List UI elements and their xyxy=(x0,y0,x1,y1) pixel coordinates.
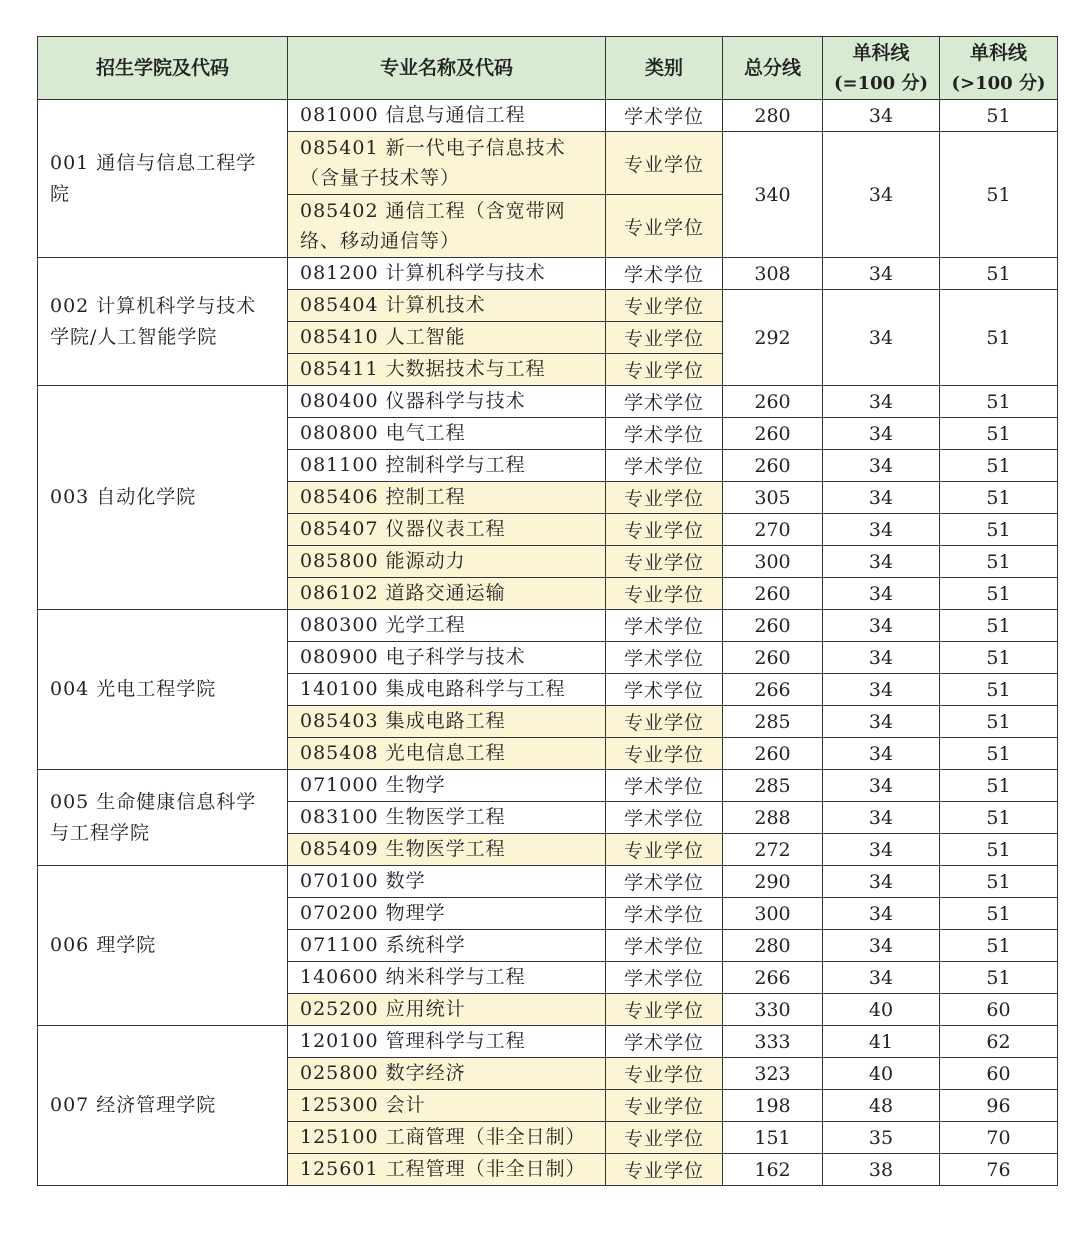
single-eq-cell: 34 xyxy=(823,546,940,578)
total-score-cell: 270 xyxy=(723,514,823,546)
single-gt-cell: 51 xyxy=(940,610,1058,642)
table-row xyxy=(38,610,1058,642)
single-eq-cell: 34 xyxy=(823,386,940,418)
major-cell: 081100 控制科学与工程 xyxy=(288,450,606,482)
category-cell: 学术学位 xyxy=(606,962,723,994)
college-cell: 001 通信与信息工程学院 xyxy=(38,100,288,258)
single-eq-cell: 34 xyxy=(823,100,940,132)
total-score-cell: 290 xyxy=(723,866,823,898)
college-cell: 003 自动化学院 xyxy=(38,386,288,610)
major-cell: 140100 集成电路科学与工程 xyxy=(288,674,606,706)
single-eq-cell: 34 xyxy=(823,610,940,642)
total-score-cell: 260 xyxy=(723,450,823,482)
single-gt-cell: 62 xyxy=(940,1026,1058,1058)
category-cell: 学术学位 xyxy=(606,802,723,834)
total-score-cell: 198 xyxy=(723,1090,823,1122)
major-cell: 085410 人工智能 xyxy=(288,322,606,354)
single-eq-cell: 40 xyxy=(823,1058,940,1090)
major-cell: 086102 道路交通运输 xyxy=(288,578,606,610)
category-cell: 专业学位 xyxy=(606,482,723,514)
single-eq-cell: 34 xyxy=(823,674,940,706)
header-single-gt xyxy=(940,37,1058,100)
major-cell: 085407 仪器仪表工程 xyxy=(288,514,606,546)
total-score-cell: 162 xyxy=(723,1154,823,1186)
category-cell: 学术学位 xyxy=(606,386,723,418)
single-eq-cell: 34 xyxy=(823,258,940,290)
major-cell: 085409 生物医学工程 xyxy=(288,834,606,866)
major-cell: 085402 通信工程（含宽带网络、移动通信等） xyxy=(288,195,606,258)
major-cell: 081000 信息与通信工程 xyxy=(288,100,606,132)
single-gt-cell: 60 xyxy=(940,1058,1058,1090)
single-gt-cell: 51 xyxy=(940,834,1058,866)
header-major: 专业名称及代码 xyxy=(288,37,606,100)
header-single-eq-sub: (=100 分) xyxy=(834,72,928,94)
single-eq-cell: 35 xyxy=(823,1122,940,1154)
major-cell: 125100 工商管理（非全日制） xyxy=(288,1122,606,1154)
total-score-cell: 340 xyxy=(723,132,823,258)
category-cell: 学术学位 xyxy=(606,1026,723,1058)
single-gt-cell: 51 xyxy=(940,290,1058,386)
table-row xyxy=(38,258,1058,290)
major-cell: 125300 会计 xyxy=(288,1090,606,1122)
category-cell: 专业学位 xyxy=(606,1154,723,1186)
category-cell: 学术学位 xyxy=(606,100,723,132)
category-cell: 学术学位 xyxy=(606,674,723,706)
table-row xyxy=(38,1026,1058,1058)
total-score-cell: 266 xyxy=(723,962,823,994)
total-score-cell: 330 xyxy=(723,994,823,1026)
header-college: 招生学院及代码 xyxy=(38,37,288,100)
single-eq-cell: 40 xyxy=(823,994,940,1026)
single-eq-cell: 34 xyxy=(823,962,940,994)
single-gt-cell: 51 xyxy=(940,546,1058,578)
single-gt-cell: 51 xyxy=(940,514,1058,546)
single-gt-cell: 60 xyxy=(940,994,1058,1026)
category-cell: 专业学位 xyxy=(606,1122,723,1154)
single-eq-cell: 34 xyxy=(823,834,940,866)
major-cell: 085403 集成电路工程 xyxy=(288,706,606,738)
major-cell: 025200 应用统计 xyxy=(288,994,606,1026)
category-cell: 专业学位 xyxy=(606,546,723,578)
single-gt-cell: 51 xyxy=(940,674,1058,706)
table-row xyxy=(38,770,1058,802)
single-eq-cell: 34 xyxy=(823,290,940,386)
single-eq-cell: 34 xyxy=(823,132,940,258)
total-score-cell: 280 xyxy=(723,930,823,962)
category-cell: 学术学位 xyxy=(606,770,723,802)
total-score-cell: 260 xyxy=(723,642,823,674)
table-row xyxy=(38,100,1058,132)
single-gt-cell: 51 xyxy=(940,578,1058,610)
single-gt-cell: 51 xyxy=(940,386,1058,418)
total-score-cell: 323 xyxy=(723,1058,823,1090)
single-gt-cell: 76 xyxy=(940,1154,1058,1186)
single-eq-cell: 34 xyxy=(823,706,940,738)
single-gt-cell: 51 xyxy=(940,962,1058,994)
category-cell: 专业学位 xyxy=(606,738,723,770)
category-cell: 学术学位 xyxy=(606,642,723,674)
single-eq-cell: 34 xyxy=(823,898,940,930)
major-cell: 070200 物理学 xyxy=(288,898,606,930)
total-score-cell: 305 xyxy=(723,482,823,514)
score-line-table xyxy=(37,36,1058,1186)
total-score-cell: 308 xyxy=(723,258,823,290)
category-cell: 专业学位 xyxy=(606,132,723,195)
single-gt-cell: 51 xyxy=(940,802,1058,834)
single-gt-cell: 51 xyxy=(940,100,1058,132)
college-cell: 006 理学院 xyxy=(38,866,288,1026)
total-score-cell: 300 xyxy=(723,546,823,578)
single-gt-cell: 51 xyxy=(940,706,1058,738)
total-score-cell: 285 xyxy=(723,770,823,802)
single-gt-cell: 51 xyxy=(940,866,1058,898)
header-single-gt-title: 单科线 xyxy=(969,41,1027,64)
table-row xyxy=(38,386,1058,418)
major-cell: 025800 数字经济 xyxy=(288,1058,606,1090)
single-eq-cell: 34 xyxy=(823,930,940,962)
header-category: 类别 xyxy=(606,37,723,100)
category-cell: 专业学位 xyxy=(606,1090,723,1122)
category-cell: 专业学位 xyxy=(606,514,723,546)
major-cell: 120100 管理科学与工程 xyxy=(288,1026,606,1058)
total-score-cell: 260 xyxy=(723,386,823,418)
single-eq-cell: 34 xyxy=(823,642,940,674)
single-gt-cell: 70 xyxy=(940,1122,1058,1154)
single-eq-cell: 34 xyxy=(823,482,940,514)
category-cell: 学术学位 xyxy=(606,930,723,962)
major-cell: 125601 工程管理（非全日制） xyxy=(288,1154,606,1186)
total-score-cell: 300 xyxy=(723,898,823,930)
major-cell: 070100 数学 xyxy=(288,866,606,898)
single-eq-cell: 34 xyxy=(823,418,940,450)
category-cell: 学术学位 xyxy=(606,610,723,642)
total-score-cell: 285 xyxy=(723,706,823,738)
total-score-cell: 266 xyxy=(723,674,823,706)
single-gt-cell: 51 xyxy=(940,930,1058,962)
single-eq-cell: 34 xyxy=(823,770,940,802)
single-eq-cell: 48 xyxy=(823,1090,940,1122)
total-score-cell: 260 xyxy=(723,418,823,450)
category-cell: 专业学位 xyxy=(606,994,723,1026)
category-cell: 专业学位 xyxy=(606,1058,723,1090)
single-gt-cell: 51 xyxy=(940,482,1058,514)
total-score-cell: 288 xyxy=(723,802,823,834)
header-total: 总分线 xyxy=(723,37,823,100)
single-gt-cell: 51 xyxy=(940,132,1058,258)
major-cell: 140600 纳米科学与工程 xyxy=(288,962,606,994)
college-cell: 004 光电工程学院 xyxy=(38,610,288,770)
major-cell: 080400 仪器科学与技术 xyxy=(288,386,606,418)
category-cell: 学术学位 xyxy=(606,258,723,290)
header-single-eq xyxy=(823,37,940,100)
single-gt-cell: 51 xyxy=(940,770,1058,802)
category-cell: 专业学位 xyxy=(606,706,723,738)
total-score-cell: 333 xyxy=(723,1026,823,1058)
single-gt-cell: 51 xyxy=(940,450,1058,482)
total-score-cell: 260 xyxy=(723,738,823,770)
college-cell: 002 计算机科学与技术学院/人工智能学院 xyxy=(38,258,288,386)
category-cell: 专业学位 xyxy=(606,195,723,258)
header-row xyxy=(38,37,1058,100)
total-score-cell: 280 xyxy=(723,100,823,132)
header-single-eq-title: 单科线 xyxy=(852,41,910,64)
category-cell: 学术学位 xyxy=(606,898,723,930)
major-cell: 071000 生物学 xyxy=(288,770,606,802)
single-eq-cell: 34 xyxy=(823,866,940,898)
single-gt-cell: 51 xyxy=(940,738,1058,770)
table-body xyxy=(38,100,1058,1186)
category-cell: 专业学位 xyxy=(606,354,723,386)
major-cell: 081200 计算机科学与技术 xyxy=(288,258,606,290)
single-gt-cell: 51 xyxy=(940,258,1058,290)
single-eq-cell: 34 xyxy=(823,450,940,482)
total-score-cell: 272 xyxy=(723,834,823,866)
category-cell: 学术学位 xyxy=(606,418,723,450)
major-cell: 085401 新一代电子信息技术（含量子技术等） xyxy=(288,132,606,195)
major-cell: 083100 生物医学工程 xyxy=(288,802,606,834)
single-eq-cell: 34 xyxy=(823,514,940,546)
single-eq-cell: 34 xyxy=(823,738,940,770)
table-row xyxy=(38,866,1058,898)
major-cell: 080800 电气工程 xyxy=(288,418,606,450)
major-cell: 071100 系统科学 xyxy=(288,930,606,962)
major-cell: 085800 能源动力 xyxy=(288,546,606,578)
category-cell: 专业学位 xyxy=(606,290,723,322)
single-gt-cell: 51 xyxy=(940,642,1058,674)
category-cell: 专业学位 xyxy=(606,322,723,354)
major-cell: 085411 大数据技术与工程 xyxy=(288,354,606,386)
single-eq-cell: 34 xyxy=(823,802,940,834)
header-single-gt-sub: (>100 分) xyxy=(951,72,1046,94)
major-cell: 080300 光学工程 xyxy=(288,610,606,642)
category-cell: 专业学位 xyxy=(606,578,723,610)
total-score-cell: 260 xyxy=(723,578,823,610)
single-eq-cell: 34 xyxy=(823,578,940,610)
college-cell: 005 生命健康信息科学与工程学院 xyxy=(38,770,288,866)
category-cell: 学术学位 xyxy=(606,866,723,898)
major-cell: 085406 控制工程 xyxy=(288,482,606,514)
major-cell: 085408 光电信息工程 xyxy=(288,738,606,770)
category-cell: 学术学位 xyxy=(606,450,723,482)
major-cell: 085404 计算机技术 xyxy=(288,290,606,322)
total-score-cell: 292 xyxy=(723,290,823,386)
college-cell: 007 经济管理学院 xyxy=(38,1026,288,1186)
single-eq-cell: 38 xyxy=(823,1154,940,1186)
major-cell: 080900 电子科学与技术 xyxy=(288,642,606,674)
total-score-cell: 260 xyxy=(723,610,823,642)
single-eq-cell: 41 xyxy=(823,1026,940,1058)
single-gt-cell: 51 xyxy=(940,898,1058,930)
single-gt-cell: 51 xyxy=(940,418,1058,450)
single-gt-cell: 96 xyxy=(940,1090,1058,1122)
total-score-cell: 151 xyxy=(723,1122,823,1154)
category-cell: 专业学位 xyxy=(606,834,723,866)
